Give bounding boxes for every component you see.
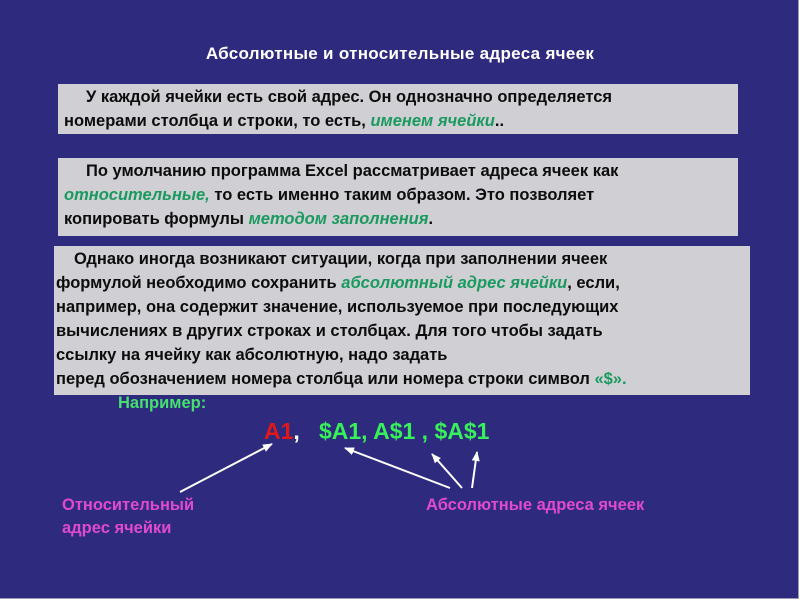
relative-address-label	[62, 494, 194, 540]
paragraph-1-line-2-end: ..	[494, 112, 505, 130]
paragraph-2-line-3-end: .	[428, 210, 434, 228]
relative-address-example: A1	[264, 418, 294, 444]
example-separator: ,	[293, 418, 300, 444]
slide-title: Абсолютные и относительные адреса ячеек	[205, 44, 595, 63]
emphasis-cell-name: именем ячейки	[370, 112, 495, 130]
paragraph-3-line-2-end: , если,	[567, 274, 620, 292]
emphasis-relative: относительные,	[64, 186, 210, 204]
absolute-address-examples: $A1, A$1 , $A$1	[318, 418, 490, 444]
paragraph-3-line-5: ссылку на ячейку как абсолютную, надо задать	[56, 346, 448, 364]
paragraph-1-line-1: У каждой ячейки есть свой адрес. Он однозначно определяется	[86, 88, 613, 106]
paragraph-3-line-4: вычислениях в других строках и столбцах. Для того чтобы задать	[56, 322, 603, 340]
relative-address-label-line-2: адрес ячейки	[62, 519, 172, 537]
arrow-to-relative	[180, 444, 272, 492]
paragraph-3-line-1: Однако иногда возникают ситуации, когда при заполнении ячеек	[74, 250, 608, 268]
relative-address-label-line-1: Относительный	[62, 496, 195, 514]
absolute-addresses-label: Абсолютные адреса ячеек	[426, 496, 645, 514]
dollar-symbol: «$».	[594, 370, 627, 388]
paragraph-2-line-2-text: то есть именно таким образом. Это позволяет	[209, 186, 595, 204]
paragraph-2-line-3-text: копировать формулы	[64, 210, 249, 228]
paragraph-3-line-2-text: формулой необходимо сохранить	[56, 274, 342, 292]
emphasis-fill-method: методом заполнения	[248, 210, 429, 228]
example-label: Например:	[118, 394, 207, 412]
emphasis-absolute-address: абсолютный адрес ячейки	[341, 274, 568, 292]
paragraph-1-line-2-text: номерами столбца и строки, то есть,	[64, 112, 371, 130]
paragraph-2-line-1: По умолчанию программа Excel рассматривает адреса ячеек как	[86, 162, 619, 180]
arrow-to-absolute-1	[345, 448, 450, 488]
paragraph-3-line-3: например, она содержит значение, используемое при последующих	[56, 298, 619, 316]
arrow-to-absolute-3	[472, 452, 477, 488]
paragraph-3-line-6-text: перед обозначением номера столбца или номера строки символ	[56, 370, 595, 388]
